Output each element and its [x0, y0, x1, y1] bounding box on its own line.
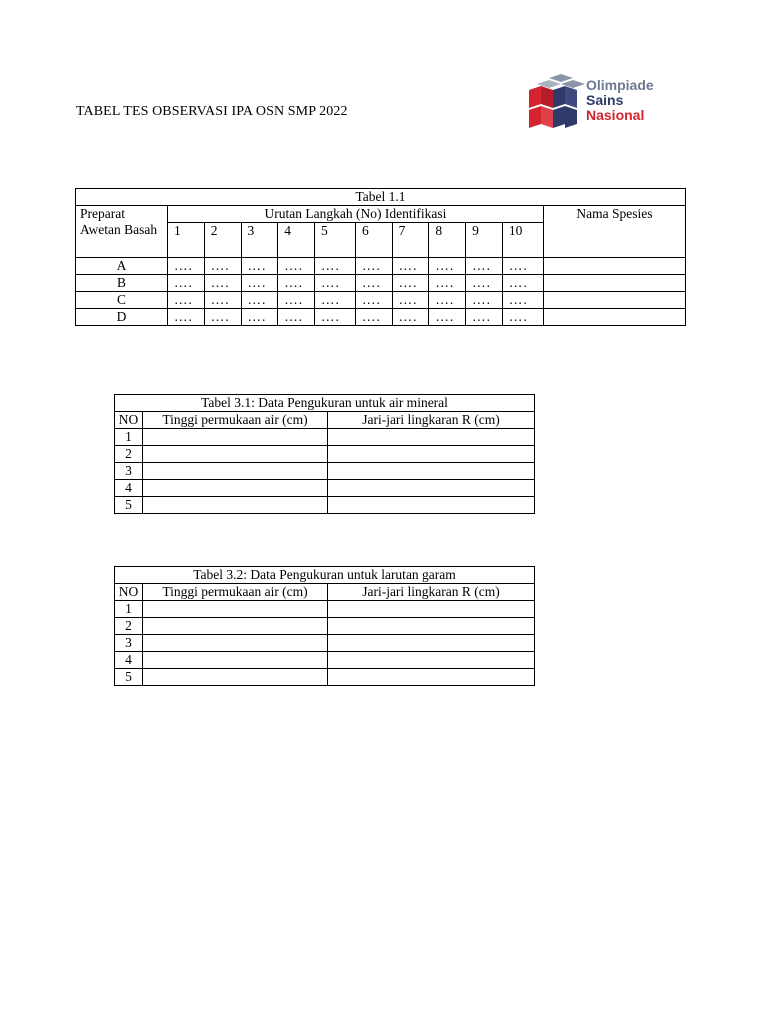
species-answer-cell[interactable]	[543, 292, 685, 309]
row-number: 2	[115, 446, 143, 463]
step-answer-cell[interactable]: ….	[204, 309, 241, 326]
step-number-header: 1	[168, 223, 205, 258]
step-answer-cell[interactable]: ….	[204, 292, 241, 309]
table-1-1	[75, 188, 686, 326]
table-row	[76, 258, 686, 275]
height-input-cell[interactable]	[143, 497, 328, 514]
radius-input-cell[interactable]	[328, 652, 535, 669]
row-label: B	[76, 275, 168, 292]
step-answer-cell[interactable]: ….	[466, 258, 503, 275]
column-header-radius: Jari-jari lingkaran R (cm)	[328, 412, 535, 429]
step-answer-cell[interactable]: ….	[278, 292, 315, 309]
document-title: TABEL TES OBSERVASI IPA OSN SMP 2022	[76, 104, 348, 119]
radius-input-cell[interactable]	[328, 497, 535, 514]
step-answer-cell[interactable]: ….	[466, 275, 503, 292]
radius-input-cell[interactable]	[328, 463, 535, 480]
step-answer-cell[interactable]: ….	[392, 309, 429, 326]
table-row	[115, 635, 535, 652]
step-answer-cell[interactable]: ….	[204, 258, 241, 275]
column-header-preparat: Preparat Awetan Basah	[76, 206, 168, 258]
species-answer-cell[interactable]	[543, 258, 685, 275]
radius-input-cell[interactable]	[328, 601, 535, 618]
step-number-header: 2	[204, 223, 241, 258]
step-number-header: 4	[278, 223, 315, 258]
height-input-cell[interactable]	[143, 601, 328, 618]
column-header-height: Tinggi permukaan air (cm)	[143, 584, 328, 601]
row-number: 1	[115, 429, 143, 446]
row-number: 1	[115, 601, 143, 618]
step-answer-cell[interactable]: ….	[466, 309, 503, 326]
table-3-1	[114, 394, 535, 514]
column-header-species: Nama Spesies	[543, 206, 685, 258]
radius-input-cell[interactable]	[328, 669, 535, 686]
row-label: A	[76, 258, 168, 275]
column-header-height: Tinggi permukaan air (cm)	[143, 412, 328, 429]
table-caption: Tabel 1.1	[76, 189, 686, 206]
radius-input-cell[interactable]	[328, 429, 535, 446]
step-answer-cell[interactable]: ….	[502, 292, 543, 309]
step-answer-cell[interactable]: ….	[278, 309, 315, 326]
step-answer-cell[interactable]: ….	[278, 258, 315, 275]
table-caption: Tabel 3.2: Data Pengukuran untuk larutan garam	[115, 567, 535, 584]
step-answer-cell[interactable]: ….	[241, 292, 278, 309]
table-row	[76, 275, 686, 292]
row-label: C	[76, 292, 168, 309]
column-header-steps: Urutan Langkah (No) Identifikasi	[168, 206, 544, 223]
height-input-cell[interactable]	[143, 618, 328, 635]
species-answer-cell[interactable]	[543, 275, 685, 292]
table-row	[115, 601, 535, 618]
step-answer-cell[interactable]: ….	[466, 292, 503, 309]
height-input-cell[interactable]	[143, 446, 328, 463]
table-3-2	[114, 566, 535, 686]
height-input-cell[interactable]	[143, 669, 328, 686]
radius-input-cell[interactable]	[328, 618, 535, 635]
step-answer-cell[interactable]: ….	[355, 309, 392, 326]
step-answer-cell[interactable]: ….	[314, 275, 355, 292]
column-header-radius: Jari-jari lingkaran R (cm)	[328, 584, 535, 601]
step-answer-cell[interactable]: ….	[168, 275, 205, 292]
height-input-cell[interactable]	[143, 652, 328, 669]
step-number-header: 3	[241, 223, 278, 258]
table-row	[115, 652, 535, 669]
step-answer-cell[interactable]: ….	[241, 275, 278, 292]
step-number-header: 9	[466, 223, 503, 258]
step-answer-cell[interactable]: ….	[204, 275, 241, 292]
step-answer-cell[interactable]: ….	[168, 309, 205, 326]
step-answer-cell[interactable]: ….	[429, 309, 466, 326]
step-answer-cell[interactable]: ….	[355, 292, 392, 309]
step-answer-cell[interactable]: ….	[241, 309, 278, 326]
table-row	[115, 669, 535, 686]
row-number: 5	[115, 669, 143, 686]
step-answer-cell[interactable]: ….	[392, 275, 429, 292]
step-answer-cell[interactable]: ….	[355, 275, 392, 292]
row-number: 2	[115, 618, 143, 635]
row-number: 4	[115, 480, 143, 497]
height-input-cell[interactable]	[143, 480, 328, 497]
row-label: D	[76, 309, 168, 326]
step-answer-cell[interactable]: ….	[429, 258, 466, 275]
step-answer-cell[interactable]: ….	[392, 292, 429, 309]
step-answer-cell[interactable]: ….	[314, 258, 355, 275]
table-row	[115, 497, 535, 514]
step-answer-cell[interactable]: ….	[168, 258, 205, 275]
table-row	[115, 429, 535, 446]
row-number: 3	[115, 635, 143, 652]
table-row	[115, 480, 535, 497]
height-input-cell[interactable]	[143, 463, 328, 480]
step-answer-cell[interactable]: ….	[502, 275, 543, 292]
table-caption: Tabel 3.1: Data Pengukuran untuk air mineral	[115, 395, 535, 412]
step-answer-cell[interactable]: ….	[502, 258, 543, 275]
step-number-header: 10	[502, 223, 543, 258]
column-header-no: NO	[115, 584, 143, 601]
step-answer-cell[interactable]: ….	[314, 309, 355, 326]
step-answer-cell[interactable]: ….	[392, 258, 429, 275]
height-input-cell[interactable]	[143, 635, 328, 652]
step-answer-cell[interactable]: ….	[241, 258, 278, 275]
step-number-header: 8	[429, 223, 466, 258]
step-number-header: 6	[355, 223, 392, 258]
step-number-header: 5	[314, 223, 355, 258]
step-answer-cell[interactable]: ….	[429, 275, 466, 292]
column-header-no: NO	[115, 412, 143, 429]
step-answer-cell[interactable]: ….	[278, 275, 315, 292]
row-number: 3	[115, 463, 143, 480]
species-answer-cell[interactable]	[543, 309, 685, 326]
radius-input-cell[interactable]	[328, 635, 535, 652]
table-row	[115, 618, 535, 635]
table-row	[76, 292, 686, 309]
height-input-cell[interactable]	[143, 429, 328, 446]
row-number: 5	[115, 497, 143, 514]
table-row	[115, 463, 535, 480]
step-answer-cell[interactable]: ….	[314, 292, 355, 309]
step-answer-cell[interactable]: ….	[168, 292, 205, 309]
row-number: 4	[115, 652, 143, 669]
step-answer-cell[interactable]: ….	[355, 258, 392, 275]
radius-input-cell[interactable]	[328, 446, 535, 463]
step-answer-cell[interactable]: ….	[502, 309, 543, 326]
step-number-header: 7	[392, 223, 429, 258]
table-row	[76, 309, 686, 326]
logo-wordmark: Olimpiade Sains Nasional	[586, 77, 654, 123]
table-row	[115, 446, 535, 463]
radius-input-cell[interactable]	[328, 480, 535, 497]
step-answer-cell[interactable]: ….	[429, 292, 466, 309]
